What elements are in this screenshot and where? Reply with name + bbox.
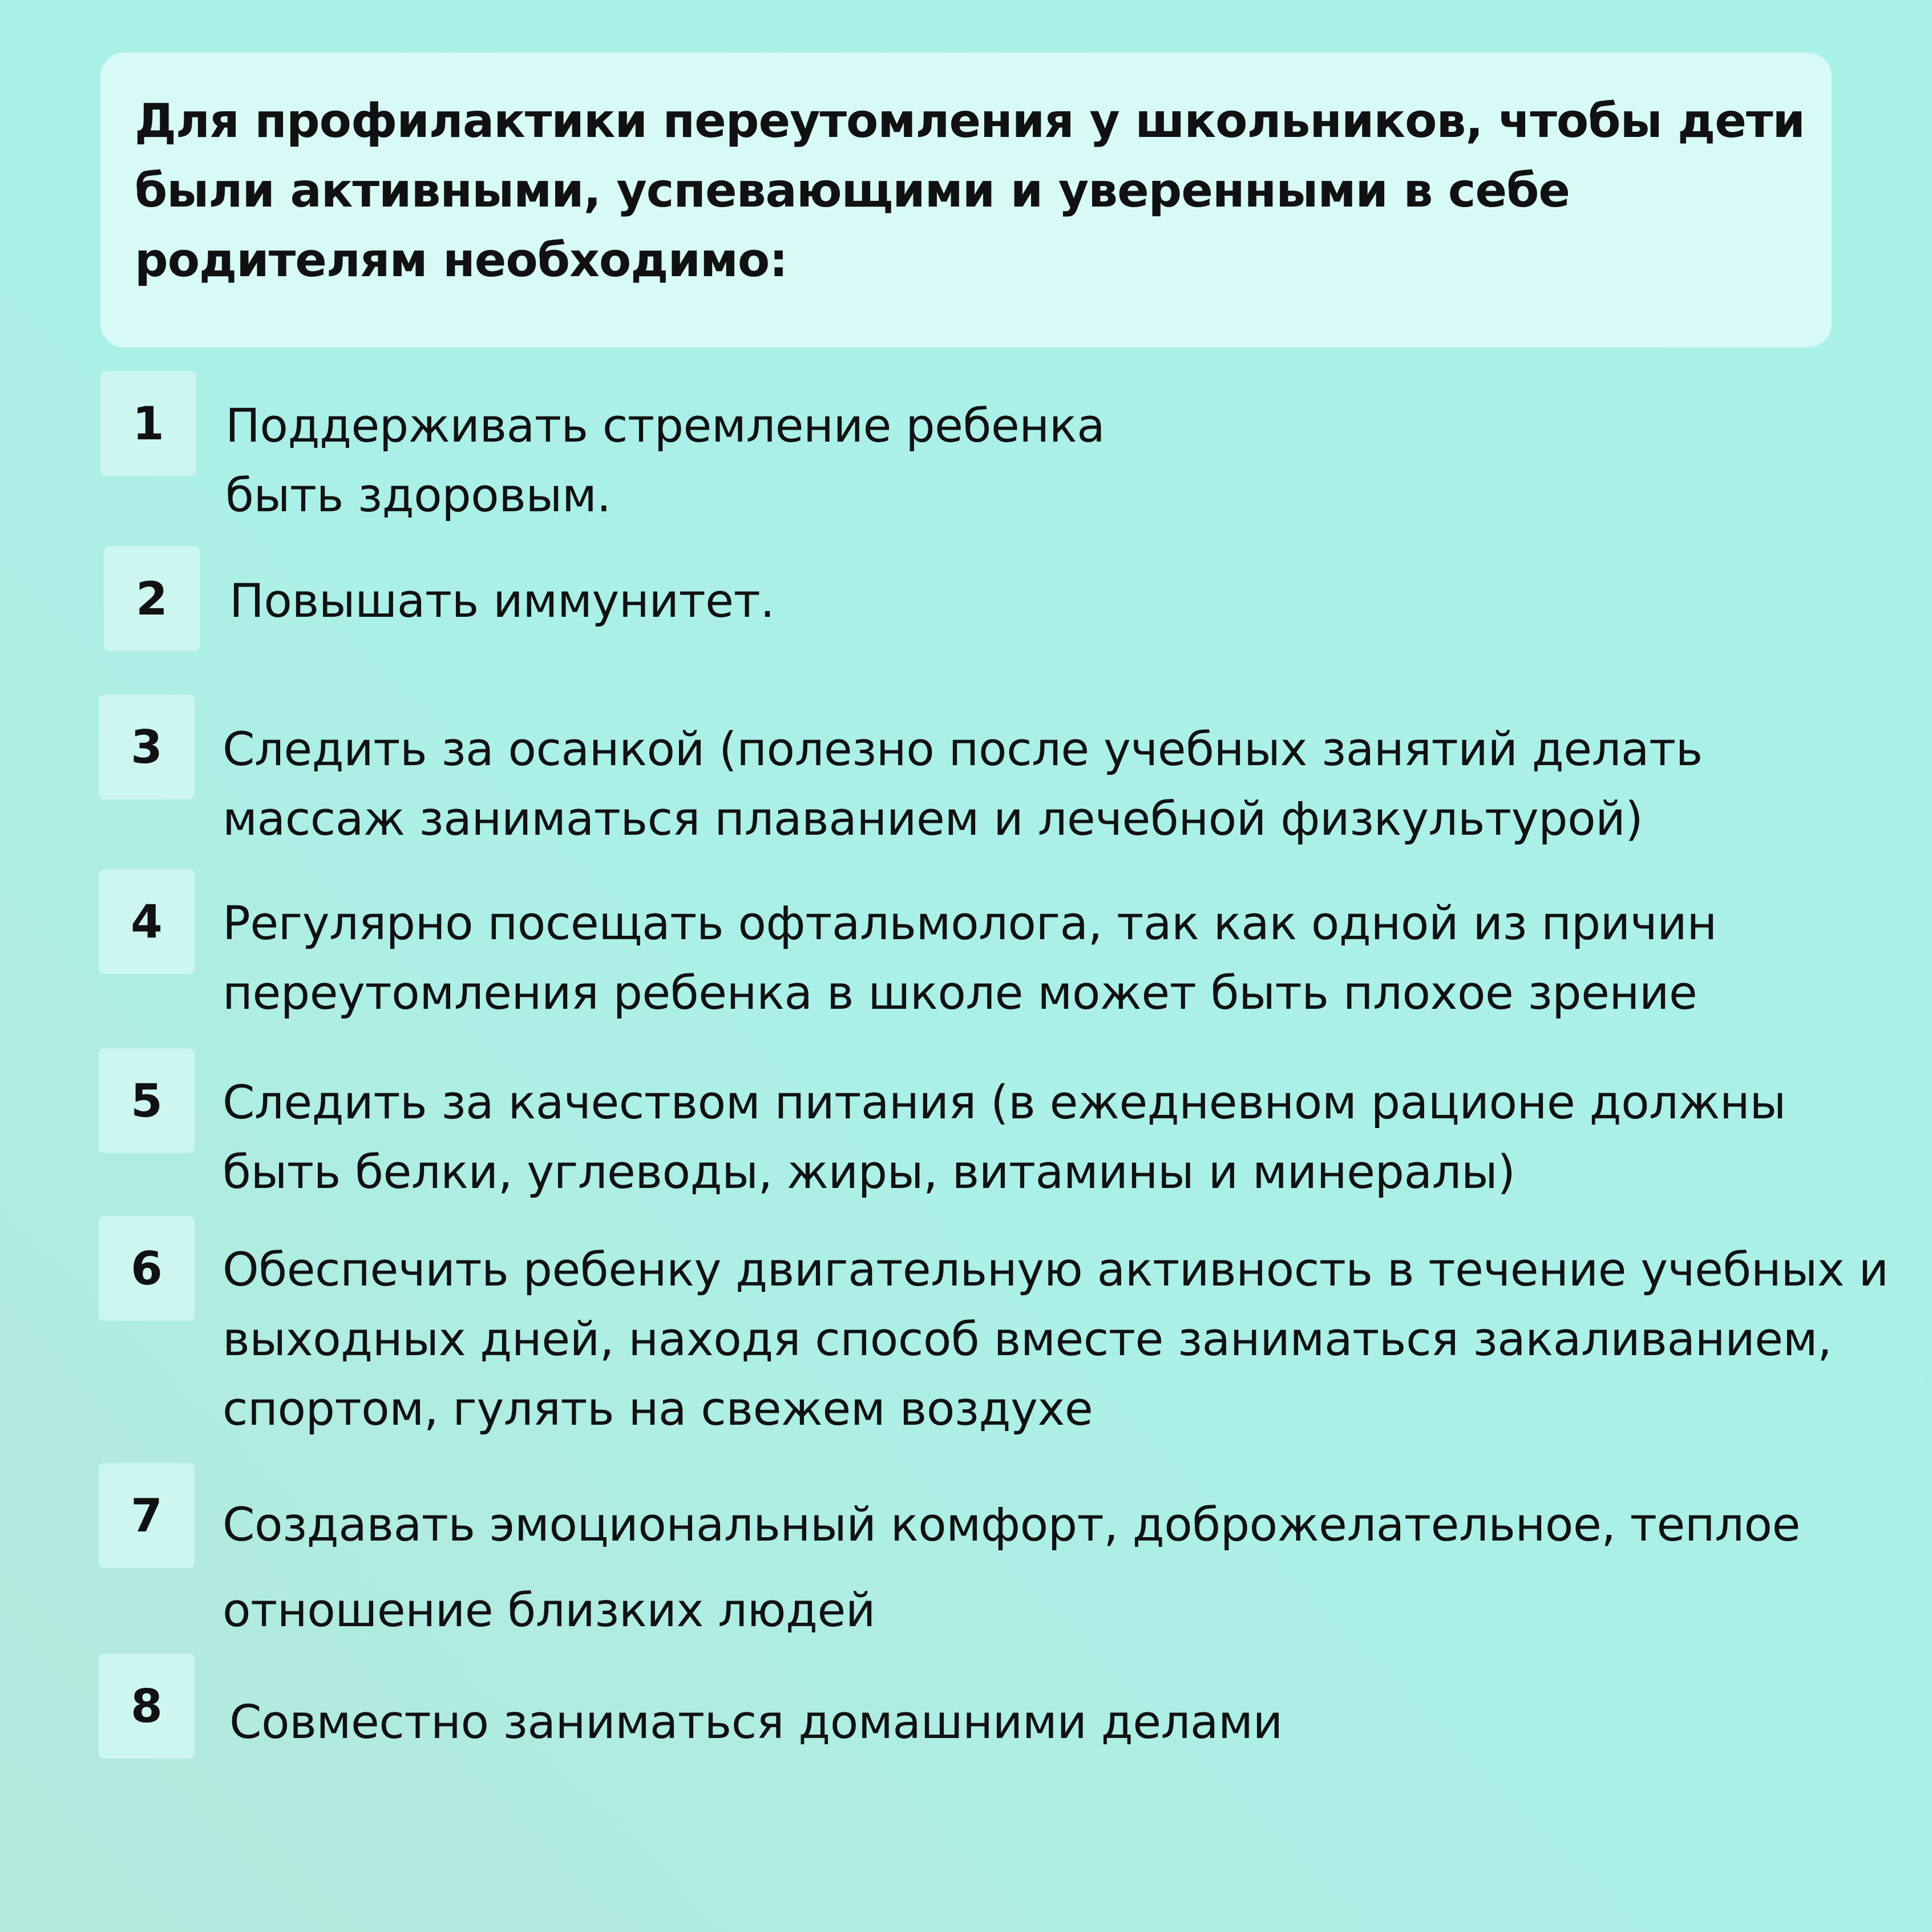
item-text-line: переутомления ребенка в школе может быть плохое зрение — [223, 967, 1697, 1020]
item-text-4 — [223, 889, 1717, 1028]
header-card — [100, 52, 1832, 347]
item-text-7 — [223, 1482, 1800, 1654]
item-number-5: 5 — [99, 1048, 195, 1153]
item-text-line: выходных дней, находя способ вместе заниматься закаливанием, — [223, 1313, 1832, 1367]
header-line: родителям необходимо: — [135, 233, 788, 288]
item-text-line: спортом, гулять на свежем воздухе — [223, 1383, 1093, 1436]
item-text-line: массаж заниматься плаванием и лечебной физкультурой) — [223, 793, 1643, 846]
item-number-2: 2 — [104, 546, 200, 651]
item-text-5 — [223, 1068, 1786, 1207]
item-number-4: 4 — [99, 869, 195, 974]
item-number-3: 3 — [99, 694, 195, 799]
item-text-6 — [223, 1235, 1889, 1444]
item-number-7: 7 — [99, 1463, 195, 1568]
item-text-line: быть белки, углеводы, жиры, витамины и минералы) — [223, 1146, 1515, 1199]
item-number-6: 6 — [99, 1216, 195, 1321]
item-text-line: Повышать иммунитет. — [229, 575, 775, 628]
item-text-8 — [229, 1688, 1283, 1757]
item-text-line: Создавать эмоциональный комфорт, доброжелательное, теплое — [223, 1498, 1800, 1552]
item-text-line: Регулярно посещать офтальмолога, так как одной из причин — [223, 897, 1717, 951]
item-text-line: Следить за осанкой (полезно после учебных занятий делать — [223, 723, 1703, 777]
header-line: Для профилактики переутомления у школьников, чтобы дети — [135, 94, 1805, 148]
item-text-2 — [229, 567, 774, 636]
item-text-line: быть здоровым. — [225, 469, 611, 523]
item-text-line: Следить за качеством питания (в ежедневном рационе должны — [223, 1076, 1786, 1130]
item-text-line: отношение близких людей — [223, 1584, 876, 1638]
header-line: были активными, успевающими и уверенными в себе — [135, 164, 1570, 218]
item-text-3 — [223, 715, 1703, 854]
item-text-line: Обеспечить ребенку двигательную активность в течение учебных и — [223, 1243, 1889, 1297]
item-text-1 — [225, 391, 1105, 531]
item-number-8: 8 — [99, 1654, 195, 1759]
item-text-line: Совместно заниматься домашними делами — [229, 1696, 1283, 1749]
item-number-1: 1 — [100, 371, 196, 476]
item-text-line: Поддерживать стремление ребенка — [225, 399, 1105, 453]
